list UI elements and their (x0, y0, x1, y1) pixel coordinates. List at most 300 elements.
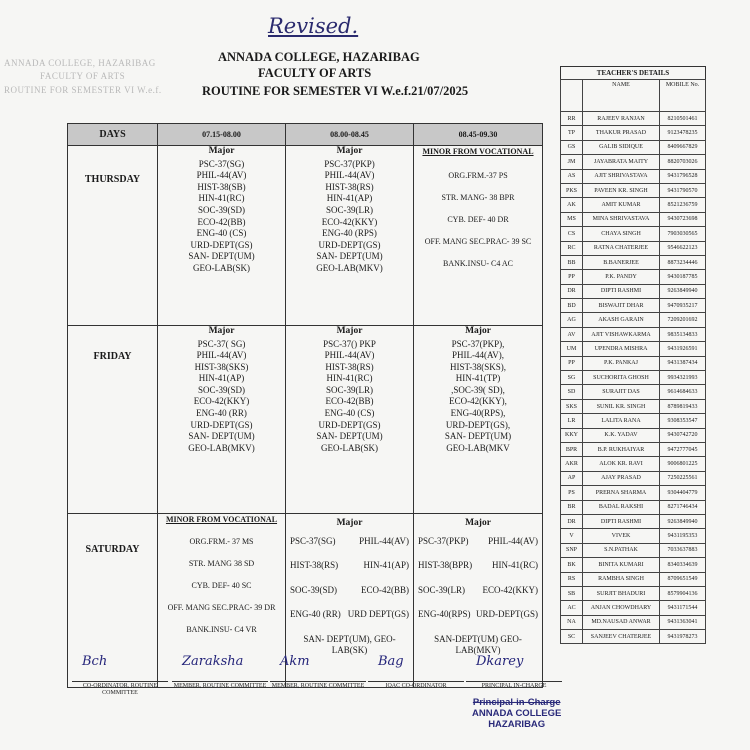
teacher-name: K.K. YADAV (583, 428, 660, 442)
revised-note: Revised. (268, 14, 359, 38)
cell-heading: MINOR FROM VOCATIONAL (165, 514, 278, 524)
teacher-mobile: 9430187785 (660, 270, 706, 284)
teacher-code: SNP (561, 543, 583, 557)
signature-block (72, 652, 566, 700)
day-cell (68, 325, 158, 513)
schedule-entry: SOC-39(LR) (418, 584, 465, 595)
teacher-mobile: 9934321993 (660, 371, 706, 385)
schedule-entry: URD-DEPT(GS), (445, 419, 511, 430)
schedule-entry: ENG-40 (CS) (324, 408, 375, 419)
teacher-code: AG (561, 313, 583, 327)
cell-heading: Major (465, 325, 491, 336)
schedule-entry: PSC-37() PKP (323, 338, 376, 349)
schedule-entry: URD-DEPT(GS) (476, 609, 538, 620)
teacher-name: CHAYA SINGH (583, 227, 660, 241)
teacher-row (561, 356, 706, 370)
teacher-row (561, 601, 706, 615)
teacher-mobile: 9430742720 (660, 428, 706, 442)
schedule-entry: ECO-42(KKY) (193, 396, 250, 407)
teacher-mobile: 8579904136 (660, 586, 706, 600)
teacher-mobile: 9006801225 (660, 457, 706, 471)
cell-heading: Major (208, 325, 235, 336)
schedule-entry: SOC-39(SD) (290, 584, 338, 595)
signature-role: MEMBER, ROUTINE COMMITTEE (271, 683, 365, 689)
teacher-mobile: 8409667829 (660, 140, 706, 154)
teacher-row (561, 558, 706, 572)
schedule-pair (286, 536, 413, 548)
cell-heading: Major (336, 325, 363, 336)
teacher-code: SB (561, 586, 583, 600)
teacher-code: AK (561, 198, 583, 212)
schedule-entry: PHIL-44(AV) (488, 535, 538, 546)
teacher-code: DR (561, 284, 583, 298)
teacher-name: SANJEEV CHATERJEE (583, 630, 660, 644)
cell-heading: Major (208, 146, 235, 157)
teacher-name: B.P. RUKHAIYAR (583, 442, 660, 456)
teacher-code: BD (561, 299, 583, 313)
signature-line (72, 681, 168, 682)
stamp-line: Principal-in-Charge (472, 697, 561, 708)
schedule-entry: URD DEPT(GS) (347, 609, 409, 620)
teacher-row (561, 543, 706, 557)
teacher-code: KKY (561, 428, 583, 442)
schedule-pair (414, 585, 542, 597)
teacher-mobile: 7250225561 (660, 471, 706, 485)
teacher-row (561, 155, 706, 169)
days-header: DAYS (68, 124, 158, 146)
schedule-entry: HIN-41(AP) (198, 373, 245, 384)
signature (172, 652, 268, 700)
teacher-name: DIPTI RASHMI (583, 284, 660, 298)
teacher-mobile: 9614684633 (660, 385, 706, 399)
schedule-entry: SAN- DEPT(UM) (316, 431, 383, 442)
schedule-entry: HIN-41(AP) (326, 193, 373, 204)
teacher-code: BR (561, 500, 583, 514)
teacher-name: P.K. PANKAJ (583, 356, 660, 370)
teacher-mobile: 9431796528 (660, 169, 706, 183)
schedule-entry: SAN- DEPT(UM) (444, 431, 512, 442)
schedule-pair (414, 609, 542, 621)
schedule-entry: SOC-39(LR) (326, 384, 373, 395)
schedule-entry: ECO-42(KKY), (449, 396, 507, 407)
teacher-row (561, 630, 706, 644)
teacher-name: RAJEEV RANJAN (583, 112, 660, 126)
schedule-entry: ENG-40 (RR) (290, 609, 341, 620)
teacher-name: AMIT KUMAR (583, 198, 660, 212)
teacher-mobile: 9546622123 (660, 241, 706, 255)
schedule-entry: GEO-LAB(MKV) (188, 442, 255, 453)
day-label: SATURDAY (85, 543, 140, 555)
teacher-row (561, 471, 706, 485)
schedule-entry: BANK.INSU- C4 VR (186, 624, 257, 634)
schedule-entry: URD-DEPT(GS) (190, 239, 253, 250)
teacher-row (561, 255, 706, 269)
slot-header: 08.45-09.30 (414, 124, 543, 146)
signature-scribble: Akm (280, 654, 310, 669)
teacher-code: AP (561, 471, 583, 485)
schedule-entry: PHIL-44(AV) (324, 170, 375, 181)
signature (368, 652, 464, 700)
teacher-name: THAKUR PRASAD (583, 126, 660, 140)
slot-header: 08.00-08.45 (286, 124, 414, 146)
teacher-name: DIPTI RASHMI (583, 514, 660, 528)
cell-heading: Major (465, 517, 491, 528)
teacher-mobile: 8271746434 (660, 500, 706, 514)
teacher-mobile: 9431195353 (660, 529, 706, 543)
teacher-name: SURJIT BHADURI (583, 586, 660, 600)
teacher-code: PP (561, 356, 583, 370)
schedule-entry: HIST-38(RS) (290, 560, 339, 571)
teacher-name: MD.NAUSAD ANWAR (583, 615, 660, 629)
teacher-name: PAVEEN KR. SINGH (583, 183, 660, 197)
teacher-row (561, 112, 706, 126)
schedule-pair (286, 585, 413, 597)
cell-heading: Major (336, 517, 363, 528)
schedule-entry: HIST-38(BPR) (418, 560, 473, 571)
teacher-code: DR (561, 514, 583, 528)
signature (466, 652, 562, 700)
teacher-mobile: 9431978273 (660, 630, 706, 644)
col-mobile: MOBILE No. (660, 80, 706, 112)
teacher-name: ANJAN CHOWDHARY (583, 601, 660, 615)
routine-title: ROUTINE FOR SEMESTER VI W.e.f.21/07/2025 (202, 84, 469, 98)
teacher-row (561, 198, 706, 212)
schedule-entry: SAN- DEPT(UM) (188, 431, 255, 442)
schedule-entry: GEO-LAB(SK) (321, 442, 378, 453)
teacher-mobile: 9431363041 (660, 615, 706, 629)
schedule-entry: HIST-38(RS) (325, 361, 374, 372)
teacher-mobile: 8340334639 (660, 558, 706, 572)
schedule-pair (286, 609, 413, 621)
teacher-mobile: 9430723698 (660, 212, 706, 226)
thursday-slot-2 (286, 146, 414, 326)
teacher-mobile: 9263849940 (660, 284, 706, 298)
teacher-mobile: 8820703026 (660, 155, 706, 169)
teacher-name: AKASH GARAIN (583, 313, 660, 327)
schedule-entry: OFF. MANG SEC.PRAC- 39 SC (424, 236, 532, 246)
teacher-mobile: 9431790570 (660, 183, 706, 197)
col-name: NAME (583, 80, 660, 112)
teacher-code: SD (561, 385, 583, 399)
signature-scribble: Bch (82, 654, 108, 669)
day-label: THURSDAY (84, 174, 141, 186)
teachers-title: TEACHER'S DETAILS (560, 66, 706, 79)
teacher-name: AJAY PRASAD (583, 471, 660, 485)
teacher-code: NA (561, 615, 583, 629)
schedule-entry: HIST-38(RS) (325, 181, 374, 192)
schedule-entry: GEO-LAB(MKV (446, 442, 510, 453)
schedule-entry: PHIL-44(AV), (451, 350, 505, 361)
schedule-entry: PHIL-44(AV) (359, 535, 409, 546)
teacher-code: CS (561, 227, 583, 241)
schedule-entry: PHIL-44(AV) (324, 350, 375, 361)
teacher-mobile: 7033637883 (660, 543, 706, 557)
teacher-name: BISWAJIT DHAR (583, 299, 660, 313)
stamp-line: ANNADA COLLEGE (472, 708, 562, 719)
thursday-slot-3 (414, 146, 543, 326)
teachers-table (560, 79, 706, 644)
schedule-entry: OFF. MANG SEC.PRAC- 39 DR (167, 602, 276, 612)
schedule-entry: HIN-41(TP) (455, 373, 501, 384)
teacher-row (561, 371, 706, 385)
teacher-mobile: 8521236759 (660, 198, 706, 212)
teacher-name: MINA SHRIVASTAVA (583, 212, 660, 226)
teacher-row (561, 399, 706, 413)
schedule-entry: URD-DEPT(GS) (318, 239, 381, 250)
schedule-entry: HIN-41(RC) (198, 193, 245, 204)
schedule-entry: PSC-37(PKP) (418, 535, 469, 546)
teachers-details (560, 66, 706, 644)
teacher-name: ALOK KR. RAVI (583, 457, 660, 471)
signature-role: CO-ORDINATOR, ROUTINE COMMITTEE (82, 683, 158, 696)
schedule-entry: CYB. DEF- 40 SC (191, 580, 252, 590)
signature-line (172, 681, 268, 682)
col-code (561, 80, 583, 112)
teacher-code: MS (561, 212, 583, 226)
teacher-row (561, 313, 706, 327)
teacher-name: B.BANERJEE (583, 255, 660, 269)
teacher-row (561, 241, 706, 255)
signature-scribble: Dkarey (476, 654, 524, 669)
schedule-entry: SOC-39(SD) (197, 384, 245, 395)
teacher-mobile: 9431171544 (660, 601, 706, 615)
schedule-entry: ENG-40(RPS), (450, 408, 506, 419)
teacher-name: SUCHORITA GHOSH (583, 371, 660, 385)
teacher-name: AJIT VISHAWKARMA (583, 327, 660, 341)
college-name: ANNADA COLLEGE, HAZARIBAG (218, 50, 420, 64)
cell-heading: Major (336, 146, 363, 157)
teacher-name: P.K. PANDY (583, 270, 660, 284)
teacher-mobile: 8873234446 (660, 255, 706, 269)
teacher-name: JAYABRATA MAITY (583, 155, 660, 169)
day-cell (68, 146, 158, 326)
schedule-entry: ECO-42(BB) (325, 396, 374, 407)
teacher-mobile: 7209201692 (660, 313, 706, 327)
thursday-slot-1 (158, 146, 286, 326)
teacher-code: BK (561, 558, 583, 572)
schedule-entry: CYB. DEF- 40 DR (447, 214, 509, 224)
teacher-code: SG (561, 371, 583, 385)
stamp-line: HAZARIBAG (488, 719, 546, 730)
signature-scribble: Bag (378, 654, 404, 669)
friday-slot-1 (158, 325, 286, 513)
timetable-header-row (68, 124, 543, 146)
teacher-code: PP (561, 270, 583, 284)
signature-line (270, 681, 366, 682)
teacher-mobile: 9123478235 (660, 126, 706, 140)
schedule-pair (286, 560, 413, 572)
teacher-row (561, 227, 706, 241)
schedule-entry: PSC-37( SG) (197, 338, 246, 349)
teacher-row (561, 342, 706, 356)
teacher-mobile: 9472777045 (660, 442, 706, 456)
schedule-pair (414, 536, 542, 548)
teacher-name: LALITA RANA (583, 414, 660, 428)
teacher-row (561, 457, 706, 471)
schedule-entry: SOC-39(LR) (326, 205, 373, 216)
teacher-row (561, 428, 706, 442)
signature-role: PRINCIPAL IN-CHARGE (481, 683, 547, 689)
teacher-row (561, 327, 706, 341)
day-label: FRIDAY (93, 350, 132, 362)
schedule-entry: GEO-LAB(SK) (193, 262, 250, 273)
schedule-entry: ECO-42(KKY) (321, 216, 378, 227)
teacher-row (561, 169, 706, 183)
friday-slot-3 (414, 325, 543, 513)
schedule-entry: ENG-40 (CS) (196, 228, 247, 239)
teacher-code: RR (561, 112, 583, 126)
teacher-row (561, 385, 706, 399)
teacher-code: UM (561, 342, 583, 356)
schedule-entry: SOC-39(SD) (197, 205, 245, 216)
teacher-mobile: 8210501461 (660, 112, 706, 126)
teacher-code: BPR (561, 442, 583, 456)
teachers-header-row (561, 80, 706, 112)
teacher-row (561, 514, 706, 528)
schedule-entry: HIST-38(SKS), (450, 361, 506, 372)
teacher-mobile: 9835134833 (660, 327, 706, 341)
teacher-mobile: 9431926591 (660, 342, 706, 356)
teacher-mobile: 9263849940 (660, 514, 706, 528)
schedule-entry: ENG-40(RPS) (418, 609, 471, 620)
schedule-entry: PSC-37(PKP) (324, 158, 375, 169)
teacher-row (561, 126, 706, 140)
teacher-row (561, 500, 706, 514)
teacher-code: SKS (561, 399, 583, 413)
faculty-name: FACULTY OF ARTS (258, 66, 372, 80)
teacher-name: GALIB SIDIQUE (583, 140, 660, 154)
teacher-row (561, 284, 706, 298)
teacher-code: AS (561, 169, 583, 183)
schedule-entry: ENG-40 (RR) (196, 408, 247, 419)
schedule-pair (414, 560, 542, 572)
teacher-name: AJIT SHRIVASTAVA (583, 169, 660, 183)
teacher-name: SURAJIT DAS (583, 385, 660, 399)
schedule-entry: HIN-41(RC) (492, 560, 538, 571)
thursday-row (68, 146, 543, 326)
teacher-mobile: 7903030565 (660, 227, 706, 241)
teacher-code: JM (561, 155, 583, 169)
teacher-row (561, 140, 706, 154)
teacher-name: UPENDRA MISHRA (583, 342, 660, 356)
teacher-code: RS (561, 572, 583, 586)
teacher-code: RC (561, 241, 583, 255)
schedule-entry: PSC-37(SG) (198, 158, 245, 169)
teacher-mobile: 8709651549 (660, 572, 706, 586)
teacher-row (561, 299, 706, 313)
schedule-entry: HIN-41(AP) (363, 560, 409, 571)
principal-stamp (472, 697, 561, 730)
teacher-row (561, 586, 706, 600)
teacher-row (561, 572, 706, 586)
teacher-row (561, 529, 706, 543)
schedule-entry: URD-DEPT(GS) (318, 419, 381, 430)
teacher-row (561, 270, 706, 284)
teacher-code: GS (561, 140, 583, 154)
schedule-entry: GEO-LAB(MKV) (316, 262, 383, 273)
ghost-text: ROUTINE FOR SEMESTER VI W.e.f. (4, 85, 162, 95)
teacher-row (561, 615, 706, 629)
teacher-code: SC (561, 630, 583, 644)
schedule-entry: ECO-42(BB) (361, 584, 409, 595)
teacher-name: PRERNA SHARMA (583, 486, 660, 500)
teacher-code: LR (561, 414, 583, 428)
signature-role: MEMBER, ROUTINE COMMITTEE (173, 683, 267, 689)
signature-line (466, 681, 562, 682)
schedule-entry: ENG-40 (RPS) (322, 228, 377, 239)
friday-slot-2 (286, 325, 414, 513)
teacher-mobile: 9304404779 (660, 486, 706, 500)
teacher-name: S.N.PATHAK (583, 543, 660, 557)
schedule-entry: PSC-37(PKP), (451, 338, 505, 349)
teacher-code: AKR (561, 457, 583, 471)
friday-row (68, 325, 543, 513)
ghost-text: FACULTY OF ARTS (40, 71, 126, 81)
teacher-row (561, 486, 706, 500)
teacher-code: TP (561, 126, 583, 140)
cell-last-line: SAN-DEPT(UM) GEO-LAB(MKV) (434, 633, 522, 656)
schedule-entry: PSC-37(SG) (290, 535, 336, 546)
schedule-entry: STR. MANG- 38 BPR (441, 192, 515, 202)
schedule-entry: HIST-38(SKS) (194, 361, 249, 372)
signature-line (368, 681, 464, 682)
teacher-name: RAMBHA SINGH (583, 572, 660, 586)
teacher-name: BADAL RAKSHI (583, 500, 660, 514)
slot-header: 07.15-08.00 (158, 124, 286, 146)
teacher-mobile: 9308353547 (660, 414, 706, 428)
schedule-entry: PHIL-44(AV) (196, 350, 247, 361)
schedule-entry: ECO-42(BB) (197, 216, 246, 227)
teacher-code: V (561, 529, 583, 543)
schedule-entry: SAN- DEPT(UM) (188, 251, 255, 262)
teacher-code: AV (561, 327, 583, 341)
teacher-code: AC (561, 601, 583, 615)
teacher-mobile: 9470935217 (660, 299, 706, 313)
schedule-entry: BANK.INSU- C4 AC (442, 259, 513, 269)
schedule-entry: ,SOC-39( SD), (451, 384, 505, 395)
schedule-entry: SAN- DEPT(UM) (316, 251, 383, 262)
schedule-entry: STR. MANG 38 SD (188, 558, 255, 568)
ghost-text: ANNADA COLLEGE, HAZARIBAG (4, 58, 156, 68)
schedule-entry: HIN-41(RC) (326, 373, 373, 384)
teacher-row (561, 442, 706, 456)
timetable (67, 123, 543, 688)
teacher-mobile: 9431387434 (660, 356, 706, 370)
cell-heading: MINOR FROM VOCATIONAL (422, 147, 534, 157)
teacher-code: PS (561, 486, 583, 500)
teacher-name: VIVEK (583, 529, 660, 543)
teacher-code: BB (561, 255, 583, 269)
teacher-name: SUNIL KR. SINGH (583, 399, 660, 413)
signature-role: IQAC CO-ORDINATOR (385, 683, 447, 689)
teacher-mobile: 8789819433 (660, 399, 706, 413)
schedule-entry: URD-DEPT(GS) (190, 419, 253, 430)
teacher-name: BINITA KUMARI (583, 558, 660, 572)
teacher-code: PKS (561, 183, 583, 197)
schedule-entry: PHIL-44(AV) (196, 170, 247, 181)
signature (270, 652, 366, 700)
schedule-entry: ORG.FRM.-37 PS (448, 170, 508, 180)
teacher-row (561, 212, 706, 226)
teacher-row (561, 183, 706, 197)
schedule-entry: HIST-38(SB) (197, 181, 246, 192)
signature (72, 652, 168, 700)
signature-scribble: Zaraksha (182, 654, 244, 669)
teacher-name: RATNA CHATERJEE (583, 241, 660, 255)
teacher-row (561, 414, 706, 428)
schedule-entry: ECO-42(KKY) (482, 584, 538, 595)
cell-last-line: SAN- DEPT(UM), GEO-LAB(SK) (303, 633, 396, 656)
